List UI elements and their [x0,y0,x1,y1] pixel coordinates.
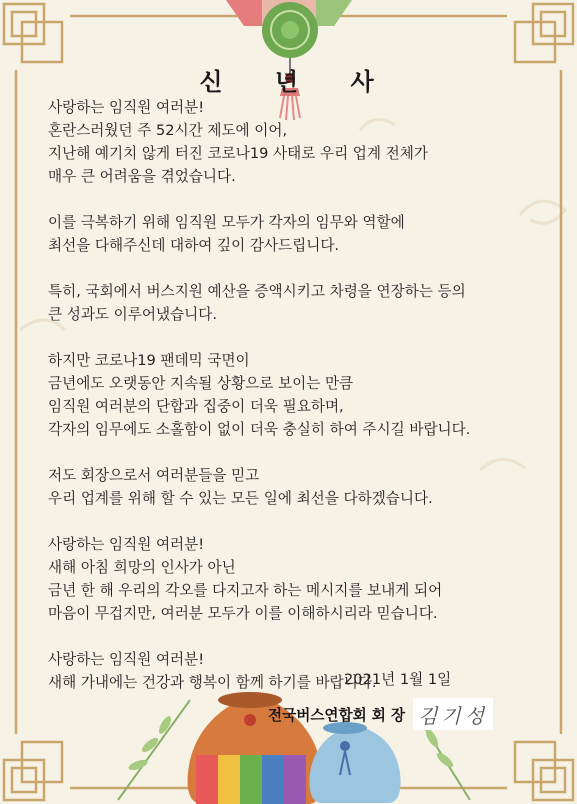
letter-line: 임직원 여러분의 단합과 집중이 더욱 필요하며, [48,398,344,415]
corner-knot-top-right [515,4,573,62]
signer-title: 전국버스연합회 회 장 [268,706,406,724]
letter-paragraph [48,349,548,441]
letter-line: 사랑하는 임직원 여러분! [48,536,205,553]
letter-line: 새해 가내에는 건강과 행복이 함께 하기를 바랍니다. [48,674,377,691]
letter-line: 큰 성과도 이루어냈습니다. [48,306,217,323]
letter-line: 사랑하는 임직원 여러분! [48,99,205,116]
signature-box [413,698,493,730]
letter-paragraph [48,464,548,510]
letter-paragraph [48,533,548,625]
letter-line: 저도 회장으로서 여러분들을 믿고 [48,467,260,484]
letter-line: 금년에도 오랫동안 지속될 상황으로 보이는 만큼 [48,375,354,392]
signer-block [268,697,531,731]
letter-paragraph [48,648,548,694]
page-title: 신 년 사 [199,68,396,96]
corner-knot-bottom-right [515,742,573,800]
letter-line: 새해 아침 희망의 인사가 아닌 [48,559,236,576]
letter-line: 마음이 무겁지만, 여러분 모두가 이를 이해하시리라 믿습니다. [48,605,438,622]
signature: 김기성 [418,703,489,728]
letter-date: 2021년 1월 1일 [344,671,452,688]
letter-line: 우리 업계를 위해 할 수 있는 모든 일에 최선을 다하겠습니다. [48,490,433,507]
corner-knot-top-left [4,4,62,62]
letter-line: 지난해 예기치 않게 터진 코로나19 사태로 우리 업계 전체가 [48,145,428,162]
letter-line: 최선을 다해주신데 대하여 깊이 감사드립니다. [48,237,340,254]
letter-paragraph [48,280,548,326]
letter-body [48,96,548,717]
letter-line: 하지만 코로나19 팬데믹 국면이 [48,352,250,369]
lucky-pouch-small-icon [309,722,400,803]
letter-line: 혼란스러웠던 주 52시간 제도에 이어, [48,122,288,139]
letter-paragraph [48,96,548,188]
corner-knot-bottom-left [4,742,62,800]
letter-paragraph [48,211,548,257]
letter-line: 매우 큰 어려움을 겪었습니다. [48,168,236,185]
letter-line: 이를 극복하기 위해 임직원 모두가 각자의 임무와 역할에 [48,214,405,231]
letter-line: 각자의 임무에도 소홀함이 없이 더욱 충실히 하여 주시길 바랍니다. [48,421,471,438]
letter-line: 사랑하는 임직원 여러분! [48,651,205,668]
letter-line: 특히, 국회에서 버스지원 예산을 증액시키고 차령을 연장하는 등의 [48,283,466,300]
letter-line: 금년 한 해 우리의 각오를 다지고자 하는 메시지를 보내게 되어 [48,582,443,599]
